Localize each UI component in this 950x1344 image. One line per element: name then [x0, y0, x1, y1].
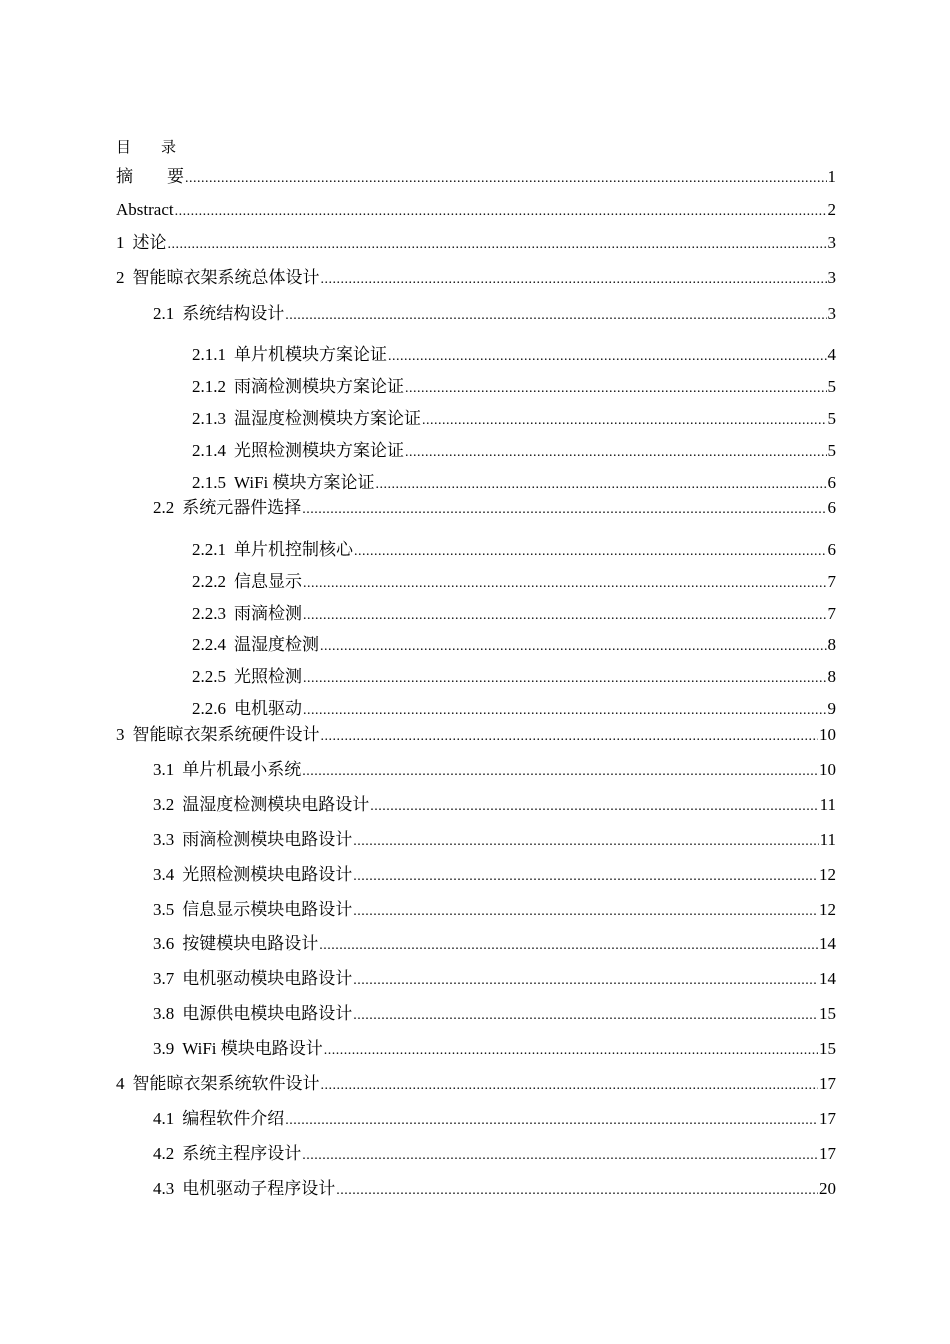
toc-entry[interactable] — [192, 408, 836, 432]
toc-entry-label: 智能晾衣架系统总体设计 — [132, 268, 320, 287]
toc-entry-page: 5 — [827, 441, 836, 460]
toc-entry[interactable] — [192, 376, 836, 400]
toc-leader-dots — [422, 408, 827, 432]
toc-entry-number: 2.2.2 — [192, 572, 226, 591]
toc-entry[interactable] — [192, 698, 836, 722]
toc-entry[interactable] — [153, 829, 836, 853]
toc-leader-dots — [353, 899, 818, 923]
toc-entry-number: 2.2.3 — [192, 604, 226, 623]
toc-entry-label: 智能晾衣架系统硬件设计 — [132, 725, 320, 744]
toc-entry-number: 2.2.1 — [192, 540, 226, 559]
toc-entry[interactable] — [192, 344, 836, 368]
toc-leader-dots — [321, 1073, 819, 1097]
toc-entry-page: 11 — [819, 830, 836, 849]
toc-entry-label: 信息显示 — [234, 572, 302, 591]
toc-leader-dots — [285, 303, 826, 327]
toc-entry-number: 3.3 — [153, 830, 175, 849]
toc-entry-label: 述论 — [132, 233, 167, 252]
toc-entry[interactable] — [116, 199, 836, 223]
toc-entry-label: WiFi 模块电路设计 — [182, 1039, 323, 1058]
toc-entry-page: 10 — [819, 725, 836, 744]
toc-entry[interactable] — [153, 968, 836, 992]
toc-entry-page: 8 — [827, 635, 836, 654]
toc-leader-dots — [405, 376, 827, 400]
toc-entry[interactable] — [153, 759, 836, 783]
toc-entry-label: 系统结构设计 — [182, 304, 285, 323]
toc-entry-page: 2 — [827, 200, 836, 219]
toc-leader-dots — [320, 634, 827, 658]
toc-entry-label: 光照检测 — [234, 667, 302, 686]
toc-leader-dots — [175, 199, 827, 223]
toc-entry-page: 7 — [827, 572, 836, 591]
toc-entry-label: 温湿度检测模块方案论证 — [234, 409, 421, 428]
toc-leader-dots — [285, 1108, 818, 1132]
toc-entry-label: 温湿度检测 — [234, 635, 319, 654]
toc-entry-page: 3 — [827, 233, 836, 252]
toc-entry-number: 2.2 — [153, 498, 175, 517]
toc-entry-label: 信息显示模块电路设计 — [182, 900, 353, 919]
toc-leader-dots — [168, 232, 827, 256]
toc-entry-number: 3.1 — [153, 760, 175, 779]
toc-entry-label: 单片机最小系统 — [182, 760, 302, 779]
toc-leader-dots — [354, 539, 827, 563]
toc-entry-number: 3.2 — [153, 795, 175, 814]
toc-leader-dots — [405, 440, 827, 464]
toc-entry-number: 4.2 — [153, 1144, 175, 1163]
toc-entry-label: 光照检测模块方案论证 — [234, 441, 404, 460]
toc-entry-page: 15 — [819, 1039, 836, 1058]
toc-leader-dots — [303, 698, 827, 722]
toc-entry[interactable] — [192, 634, 836, 658]
toc-entry-label: Abstract — [116, 200, 174, 219]
toc-leader-dots — [302, 759, 818, 783]
toc-entry-page: 1 — [827, 167, 836, 186]
toc-entry-page: 7 — [827, 604, 836, 623]
toc-entry-number: 4.1 — [153, 1109, 175, 1128]
toc-entry[interactable] — [153, 794, 836, 818]
toc-entry-number: 4.3 — [153, 1179, 175, 1198]
toc-entry[interactable] — [192, 472, 836, 496]
toc-entry[interactable] — [153, 303, 836, 327]
toc-entry-label: 雨滴检测模块电路设计 — [182, 830, 353, 849]
toc-entry-page: 17 — [819, 1109, 836, 1128]
toc-entry-page: 20 — [819, 1179, 836, 1198]
toc-entry-page: 12 — [819, 865, 836, 884]
toc-entry-number: 3 — [116, 725, 125, 744]
toc-leader-dots — [353, 864, 818, 888]
toc-entry-number: 1 — [116, 233, 125, 252]
toc-entry-number: 2.1.5 — [192, 473, 226, 492]
toc-leader-dots — [353, 968, 818, 992]
toc-entry-number: 3.5 — [153, 900, 175, 919]
toc-entry-label: 单片机控制核心 — [234, 540, 353, 559]
toc-entry-number: 2.2.5 — [192, 667, 226, 686]
toc-entry[interactable] — [116, 267, 836, 291]
toc-entry[interactable] — [192, 571, 836, 595]
toc-entry-label: 电机驱动模块电路设计 — [182, 969, 353, 988]
toc-leader-dots — [353, 1003, 818, 1027]
toc-entry-page: 14 — [819, 934, 836, 953]
toc-entry-number: 2.1.2 — [192, 377, 226, 396]
toc-entry-number: 3.6 — [153, 934, 175, 953]
toc-entry-label: 摘 要 — [116, 167, 184, 186]
toc-entry-page: 11 — [819, 795, 836, 814]
toc-entry-label: 雨滴检测 — [234, 604, 302, 623]
toc-entry[interactable] — [192, 603, 836, 627]
toc-leader-dots — [303, 603, 827, 627]
toc-entry-page: 3 — [827, 304, 836, 323]
toc-entry-label: 电源供电模块电路设计 — [182, 1004, 353, 1023]
toc-entry[interactable] — [116, 232, 836, 256]
toc-entry-label: 系统主程序设计 — [182, 1144, 302, 1163]
toc-entry-page: 17 — [819, 1144, 836, 1163]
toc-entry[interactable] — [192, 440, 836, 464]
toc-entry-page: 14 — [819, 969, 836, 988]
toc-entry[interactable] — [116, 166, 836, 190]
toc-entry-label: 雨滴检测模块方案论证 — [234, 377, 404, 396]
toc-entry-page: 9 — [827, 699, 836, 718]
toc-entry-page: 5 — [827, 409, 836, 428]
toc-entry-label: 系统元器件选择 — [182, 498, 302, 517]
toc-entry-number: 2.1.3 — [192, 409, 226, 428]
toc-title: 目 录 — [116, 140, 177, 156]
toc-entry[interactable] — [192, 666, 836, 690]
toc-entry[interactable] — [153, 497, 836, 521]
toc-entry[interactable] — [153, 1038, 836, 1062]
toc-entry-page: 15 — [819, 1004, 836, 1023]
toc-entry-label: 温湿度检测模块电路设计 — [182, 795, 370, 814]
toc-leader-dots — [370, 794, 818, 818]
toc-entry-page: 4 — [827, 345, 836, 364]
toc-entry-number: 2 — [116, 268, 125, 287]
toc-entry-page: 17 — [819, 1074, 836, 1093]
toc-entry[interactable] — [153, 1108, 836, 1132]
toc-leader-dots — [303, 571, 827, 595]
toc-entry-label: 单片机模块方案论证 — [234, 345, 387, 364]
toc-leader-dots — [302, 497, 826, 521]
toc-leader-dots — [353, 829, 818, 853]
toc-entry-label: 按键模块电路设计 — [182, 934, 319, 953]
toc-entry-label: 编程软件介绍 — [182, 1109, 285, 1128]
toc-entry-page: 6 — [827, 473, 836, 492]
toc-entry[interactable] — [116, 724, 836, 748]
toc-leader-dots — [303, 666, 827, 690]
toc-entry-label: 智能晾衣架系统软件设计 — [132, 1074, 320, 1093]
toc-leader-dots — [376, 472, 827, 496]
toc-leader-dots — [388, 344, 827, 368]
toc-entry[interactable] — [153, 1178, 836, 1202]
toc-entry-number: 2.2.6 — [192, 699, 226, 718]
toc-entry-number: 4 — [116, 1074, 125, 1093]
toc-entry-page: 6 — [827, 540, 836, 559]
toc-entry-label: WiFi 模块方案论证 — [234, 473, 375, 492]
toc-entry-number: 2.1.4 — [192, 441, 226, 460]
toc-entry-number: 2.2.4 — [192, 635, 226, 654]
toc-leader-dots — [302, 1143, 818, 1167]
toc-leader-dots — [319, 933, 818, 957]
toc-entry-page: 12 — [819, 900, 836, 919]
toc-entry-label: 光照检测模块电路设计 — [182, 865, 353, 884]
toc-entry-label: 电机驱动子程序设计 — [182, 1179, 336, 1198]
toc-entry[interactable] — [192, 539, 836, 563]
toc-entry-label: 电机驱动 — [234, 699, 302, 718]
toc-entry[interactable] — [153, 1003, 836, 1027]
toc-leader-dots — [321, 724, 819, 748]
toc-entry-page: 8 — [827, 667, 836, 686]
toc-entry-page: 3 — [827, 268, 836, 287]
toc-leader-dots — [185, 166, 827, 190]
toc-leader-dots — [324, 1038, 818, 1062]
toc-entry-number: 3.4 — [153, 865, 175, 884]
toc-entry[interactable] — [153, 899, 836, 923]
toc-entry-page: 5 — [827, 377, 836, 396]
toc-entry-page: 10 — [819, 760, 836, 779]
toc-entry[interactable] — [153, 864, 836, 888]
toc-entry-number: 3.8 — [153, 1004, 175, 1023]
toc-entry[interactable] — [153, 1143, 836, 1167]
toc-entry-number: 2.1.1 — [192, 345, 226, 364]
toc-entry[interactable] — [116, 1073, 836, 1097]
toc-leader-dots — [321, 267, 827, 291]
toc-entry-number: 3.7 — [153, 969, 175, 988]
toc-leader-dots — [336, 1178, 818, 1202]
toc-entry-number: 2.1 — [153, 304, 175, 323]
toc-entry-number: 3.9 — [153, 1039, 175, 1058]
toc-entry-page: 6 — [827, 498, 836, 517]
toc-entry[interactable] — [153, 933, 836, 957]
